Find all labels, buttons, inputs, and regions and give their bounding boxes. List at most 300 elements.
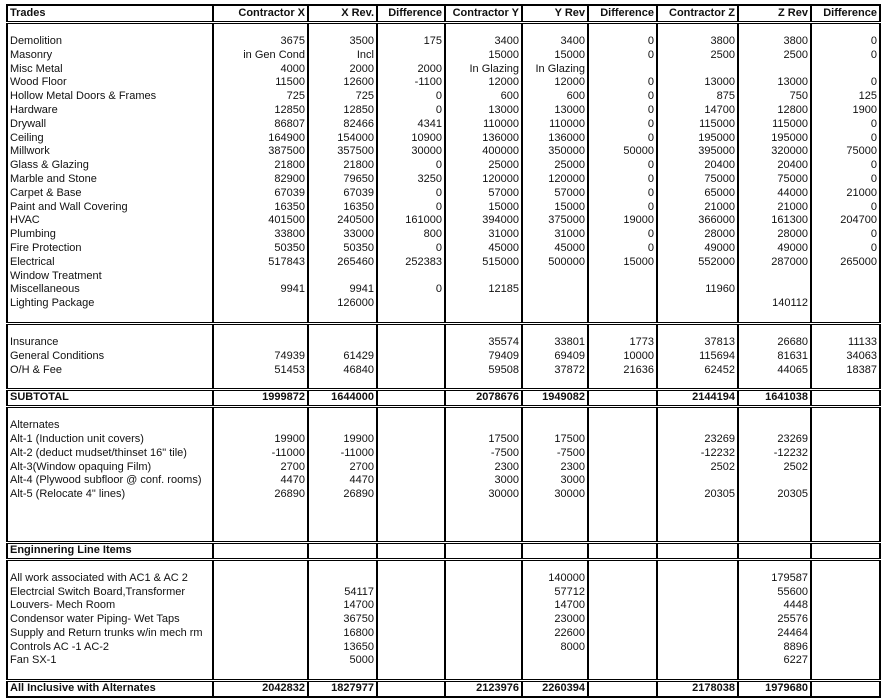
z-rev-cell[interactable] (738, 419, 811, 433)
y-difference-cell[interactable]: 0 (588, 118, 657, 132)
y-difference-cell[interactable]: 21636 (588, 364, 657, 378)
contractor-y-cell[interactable]: In Glazing (445, 63, 522, 77)
contractor-z-cell[interactable]: 21000 (657, 201, 738, 215)
z-difference-cell[interactable] (811, 681, 880, 697)
x-difference-cell[interactable] (377, 419, 445, 433)
trade-cell[interactable]: Alternates (7, 419, 213, 433)
y-rev-cell[interactable]: 31000 (522, 228, 588, 242)
contractor-x-cell[interactable]: 19900 (213, 433, 308, 447)
x-difference-cell[interactable]: 10900 (377, 132, 445, 146)
x-difference-cell[interactable]: 0 (377, 104, 445, 118)
z-difference-cell[interactable]: 0 (811, 49, 880, 63)
contractor-y-cell[interactable] (445, 627, 522, 641)
y-rev-cell[interactable]: 37872 (522, 364, 588, 378)
x-difference-cell[interactable] (377, 627, 445, 641)
y-rev-cell[interactable]: 57712 (522, 586, 588, 600)
x-difference-cell[interactable] (377, 654, 445, 668)
x-difference-cell[interactable] (377, 542, 445, 559)
y-difference-cell[interactable] (588, 542, 657, 559)
x-rev-cell[interactable]: 82466 (308, 118, 377, 132)
z-rev-cell[interactable] (738, 542, 811, 559)
y-difference-cell[interactable]: 1773 (588, 336, 657, 350)
contractor-x-cell[interactable]: in Gen Cond (213, 49, 308, 63)
z-difference-cell[interactable]: 125 (811, 90, 880, 104)
contractor-y-cell[interactable] (445, 641, 522, 655)
column-header-trade[interactable]: Trades (7, 5, 213, 23)
z-difference-cell[interactable] (811, 474, 880, 488)
contractor-y-cell[interactable]: 136000 (445, 132, 522, 146)
trade-cell[interactable]: Controls AC -1 AC-2 (7, 641, 213, 655)
y-rev-cell[interactable] (522, 270, 588, 284)
y-rev-cell[interactable]: 30000 (522, 488, 588, 502)
trade-cell[interactable]: Fire Protection (7, 242, 213, 256)
trade-cell[interactable]: Masonry (7, 49, 213, 63)
contractor-y-cell[interactable]: 400000 (445, 145, 522, 159)
trade-cell[interactable]: Alt-1 (Induction unit covers) (7, 433, 213, 447)
y-difference-cell[interactable] (588, 433, 657, 447)
contractor-z-cell[interactable] (657, 586, 738, 600)
column-header-z-difference[interactable]: Difference (811, 5, 880, 23)
y-difference-cell[interactable]: 0 (588, 90, 657, 104)
contractor-x-cell[interactable] (213, 654, 308, 668)
z-rev-cell[interactable]: 287000 (738, 256, 811, 270)
contractor-x-cell[interactable] (213, 572, 308, 586)
z-rev-cell[interactable]: 44000 (738, 187, 811, 201)
contractor-z-cell[interactable]: 65000 (657, 187, 738, 201)
contractor-x-cell[interactable]: 74939 (213, 350, 308, 364)
contractor-y-cell[interactable]: 515000 (445, 256, 522, 270)
column-header-contractor-x[interactable]: Contractor X (213, 5, 308, 23)
contractor-x-cell[interactable]: 164900 (213, 132, 308, 146)
contractor-x-cell[interactable] (213, 627, 308, 641)
z-difference-cell[interactable]: 11133 (811, 336, 880, 350)
y-difference-cell[interactable]: 0 (588, 76, 657, 90)
y-rev-cell[interactable]: 3000 (522, 474, 588, 488)
contractor-x-cell[interactable]: 9941 (213, 283, 308, 297)
contractor-y-cell[interactable]: 120000 (445, 173, 522, 187)
y-rev-cell[interactable]: 3400 (522, 35, 588, 49)
contractor-x-cell[interactable]: 11500 (213, 76, 308, 90)
x-difference-cell[interactable]: 175 (377, 35, 445, 49)
z-rev-cell[interactable] (738, 63, 811, 77)
z-difference-cell[interactable]: 0 (811, 242, 880, 256)
contractor-x-cell[interactable]: 4470 (213, 474, 308, 488)
y-difference-cell[interactable] (588, 488, 657, 502)
z-difference-cell[interactable] (811, 461, 880, 475)
y-difference-cell[interactable] (588, 447, 657, 461)
contractor-y-cell[interactable]: 30000 (445, 488, 522, 502)
x-rev-cell[interactable] (308, 572, 377, 586)
contractor-x-cell[interactable]: 50350 (213, 242, 308, 256)
column-header-x-rev[interactable]: X Rev. (308, 5, 377, 23)
contractor-x-cell[interactable] (213, 270, 308, 284)
contractor-z-cell[interactable] (657, 270, 738, 284)
y-difference-cell[interactable] (588, 572, 657, 586)
contractor-x-cell[interactable]: 21800 (213, 159, 308, 173)
x-difference-cell[interactable]: 0 (377, 283, 445, 297)
y-rev-cell[interactable] (522, 654, 588, 668)
y-difference-cell[interactable]: 50000 (588, 145, 657, 159)
column-header-x-difference[interactable]: Difference (377, 5, 445, 23)
x-rev-cell[interactable]: 12850 (308, 104, 377, 118)
z-difference-cell[interactable] (811, 283, 880, 297)
x-rev-cell[interactable]: 16350 (308, 201, 377, 215)
x-difference-cell[interactable]: 0 (377, 242, 445, 256)
y-rev-cell[interactable] (522, 283, 588, 297)
contractor-y-cell[interactable]: 2123976 (445, 681, 522, 697)
z-difference-cell[interactable] (811, 488, 880, 502)
x-rev-cell[interactable]: 50350 (308, 242, 377, 256)
contractor-y-cell[interactable] (445, 599, 522, 613)
contractor-y-cell[interactable]: 600 (445, 90, 522, 104)
trade-cell[interactable]: Electrical (7, 256, 213, 270)
contractor-y-cell[interactable] (445, 572, 522, 586)
column-header-y-rev[interactable]: Y Rev (522, 5, 588, 23)
z-rev-cell[interactable]: 320000 (738, 145, 811, 159)
z-rev-cell[interactable]: 12800 (738, 104, 811, 118)
y-difference-cell[interactable] (588, 654, 657, 668)
contractor-y-cell[interactable]: 45000 (445, 242, 522, 256)
contractor-z-cell[interactable]: 2144194 (657, 390, 738, 407)
z-difference-cell[interactable]: 0 (811, 228, 880, 242)
y-rev-cell[interactable] (522, 542, 588, 559)
z-rev-cell[interactable] (738, 270, 811, 284)
trade-cell[interactable]: Carpet & Base (7, 187, 213, 201)
y-rev-cell[interactable]: In Glazing (522, 63, 588, 77)
y-rev-cell[interactable]: 13000 (522, 104, 588, 118)
x-rev-cell[interactable]: Incl (308, 49, 377, 63)
x-difference-cell[interactable]: 0 (377, 187, 445, 201)
z-difference-cell[interactable]: 0 (811, 132, 880, 146)
contractor-z-cell[interactable]: 2178038 (657, 681, 738, 697)
contractor-y-cell[interactable]: 110000 (445, 118, 522, 132)
contractor-z-cell[interactable]: 115694 (657, 350, 738, 364)
x-rev-cell[interactable]: 36750 (308, 613, 377, 627)
contractor-x-cell[interactable] (213, 542, 308, 559)
contractor-x-cell[interactable]: 67039 (213, 187, 308, 201)
z-difference-cell[interactable] (811, 390, 880, 407)
x-difference-cell[interactable] (377, 390, 445, 407)
contractor-x-cell[interactable] (213, 297, 308, 311)
y-difference-cell[interactable]: 0 (588, 173, 657, 187)
contractor-y-cell[interactable]: 15000 (445, 201, 522, 215)
z-rev-cell[interactable]: 20305 (738, 488, 811, 502)
z-rev-cell[interactable]: 3800 (738, 35, 811, 49)
x-difference-cell[interactable]: -1100 (377, 76, 445, 90)
contractor-x-cell[interactable]: 51453 (213, 364, 308, 378)
x-difference-cell[interactable]: 0 (377, 159, 445, 173)
z-rev-cell[interactable]: 2500 (738, 49, 811, 63)
contractor-x-cell[interactable]: 387500 (213, 145, 308, 159)
z-difference-cell[interactable] (811, 613, 880, 627)
contractor-z-cell[interactable] (657, 572, 738, 586)
x-rev-cell[interactable]: 54117 (308, 586, 377, 600)
contractor-z-cell[interactable]: 552000 (657, 256, 738, 270)
column-header-y-difference[interactable]: Difference (588, 5, 657, 23)
z-difference-cell[interactable] (811, 599, 880, 613)
contractor-x-cell[interactable]: 16350 (213, 201, 308, 215)
x-difference-cell[interactable]: 30000 (377, 145, 445, 159)
column-header-z-rev[interactable]: Z Rev (738, 5, 811, 23)
contractor-x-cell[interactable]: 33800 (213, 228, 308, 242)
z-difference-cell[interactable]: 0 (811, 76, 880, 90)
z-difference-cell[interactable] (811, 297, 880, 311)
trade-cell[interactable]: Lighting Package (7, 297, 213, 311)
z-rev-cell[interactable]: 20400 (738, 159, 811, 173)
z-difference-cell[interactable] (811, 419, 880, 433)
z-difference-cell[interactable]: 0 (811, 173, 880, 187)
z-rev-cell[interactable]: 26680 (738, 336, 811, 350)
y-difference-cell[interactable]: 0 (588, 104, 657, 118)
x-difference-cell[interactable] (377, 586, 445, 600)
contractor-y-cell[interactable]: 394000 (445, 214, 522, 228)
x-difference-cell[interactable] (377, 474, 445, 488)
contractor-x-cell[interactable]: -11000 (213, 447, 308, 461)
x-difference-cell[interactable] (377, 641, 445, 655)
trade-cell[interactable]: Alt-3(Window opaquing Film) (7, 461, 213, 475)
x-difference-cell[interactable]: 2000 (377, 63, 445, 77)
z-difference-cell[interactable] (811, 627, 880, 641)
contractor-z-cell[interactable]: 37813 (657, 336, 738, 350)
x-difference-cell[interactable] (377, 613, 445, 627)
contractor-y-cell[interactable]: 79409 (445, 350, 522, 364)
z-rev-cell[interactable]: 1979680 (738, 681, 811, 697)
x-rev-cell[interactable] (308, 542, 377, 559)
x-rev-cell[interactable]: -11000 (308, 447, 377, 461)
y-rev-cell[interactable]: 500000 (522, 256, 588, 270)
y-difference-cell[interactable] (588, 63, 657, 77)
contractor-y-cell[interactable] (445, 613, 522, 627)
x-difference-cell[interactable] (377, 49, 445, 63)
z-difference-cell[interactable]: 265000 (811, 256, 880, 270)
z-rev-cell[interactable]: 49000 (738, 242, 811, 256)
column-header-contractor-z[interactable]: Contractor Z (657, 5, 738, 23)
z-difference-cell[interactable] (811, 572, 880, 586)
z-difference-cell[interactable] (811, 63, 880, 77)
x-rev-cell[interactable]: 725 (308, 90, 377, 104)
contractor-x-cell[interactable] (213, 599, 308, 613)
y-rev-cell[interactable]: 375000 (522, 214, 588, 228)
y-rev-cell[interactable] (522, 419, 588, 433)
y-rev-cell[interactable]: 15000 (522, 201, 588, 215)
x-difference-cell[interactable] (377, 488, 445, 502)
trade-cell[interactable]: Miscellaneous (7, 283, 213, 297)
contractor-y-cell[interactable]: 15000 (445, 49, 522, 63)
x-difference-cell[interactable] (377, 433, 445, 447)
contractor-z-cell[interactable]: 2502 (657, 461, 738, 475)
x-difference-cell[interactable] (377, 364, 445, 378)
contractor-z-cell[interactable]: 13000 (657, 76, 738, 90)
z-difference-cell[interactable]: 0 (811, 35, 880, 49)
z-rev-cell[interactable]: 28000 (738, 228, 811, 242)
x-rev-cell[interactable]: 61429 (308, 350, 377, 364)
trade-cell[interactable]: Plumbing (7, 228, 213, 242)
z-rev-cell[interactable] (738, 283, 811, 297)
contractor-z-cell[interactable]: 195000 (657, 132, 738, 146)
x-rev-cell[interactable]: 13650 (308, 641, 377, 655)
y-rev-cell[interactable]: 350000 (522, 145, 588, 159)
trade-cell[interactable]: Hollow Metal Doors & Frames (7, 90, 213, 104)
z-difference-cell[interactable]: 204700 (811, 214, 880, 228)
y-rev-cell[interactable]: 45000 (522, 242, 588, 256)
x-rev-cell[interactable]: 4470 (308, 474, 377, 488)
contractor-z-cell[interactable]: 14700 (657, 104, 738, 118)
z-rev-cell[interactable]: 13000 (738, 76, 811, 90)
y-rev-cell[interactable]: 23000 (522, 613, 588, 627)
contractor-y-cell[interactable]: 2300 (445, 461, 522, 475)
trade-cell[interactable]: Demolition (7, 35, 213, 49)
y-difference-cell[interactable] (588, 461, 657, 475)
trade-cell[interactable]: Alt-2 (deduct mudset/thinset 16" tile) (7, 447, 213, 461)
trade-cell[interactable]: Window Treatment (7, 270, 213, 284)
contractor-z-cell[interactable]: 2500 (657, 49, 738, 63)
contractor-x-cell[interactable] (213, 419, 308, 433)
z-rev-cell[interactable]: 2502 (738, 461, 811, 475)
x-difference-cell[interactable]: 800 (377, 228, 445, 242)
contractor-y-cell[interactable]: 35574 (445, 336, 522, 350)
column-header-contractor-y[interactable]: Contractor Y (445, 5, 522, 23)
trade-cell[interactable]: Drywall (7, 118, 213, 132)
trade-cell[interactable]: HVAC (7, 214, 213, 228)
contractor-x-cell[interactable]: 401500 (213, 214, 308, 228)
z-difference-cell[interactable]: 18387 (811, 364, 880, 378)
contractor-y-cell[interactable]: 25000 (445, 159, 522, 173)
x-rev-cell[interactable]: 5000 (308, 654, 377, 668)
y-rev-cell[interactable] (522, 297, 588, 311)
trade-cell[interactable]: Misc Metal (7, 63, 213, 77)
contractor-z-cell[interactable] (657, 654, 738, 668)
x-rev-cell[interactable]: 16800 (308, 627, 377, 641)
y-rev-cell[interactable]: 140000 (522, 572, 588, 586)
x-difference-cell[interactable]: 4341 (377, 118, 445, 132)
z-difference-cell[interactable]: 0 (811, 201, 880, 215)
y-rev-cell[interactable]: 110000 (522, 118, 588, 132)
x-rev-cell[interactable]: 79650 (308, 173, 377, 187)
x-difference-cell[interactable] (377, 350, 445, 364)
trade-cell[interactable]: Wood Floor (7, 76, 213, 90)
contractor-z-cell[interactable]: 49000 (657, 242, 738, 256)
contractor-x-cell[interactable] (213, 613, 308, 627)
trade-cell[interactable]: O/H & Fee (7, 364, 213, 378)
trade-cell[interactable]: Electrcial Switch Board,Transformer (7, 586, 213, 600)
contractor-z-cell[interactable] (657, 474, 738, 488)
x-rev-cell[interactable]: 2000 (308, 63, 377, 77)
x-rev-cell[interactable]: 12600 (308, 76, 377, 90)
contractor-z-cell[interactable] (657, 627, 738, 641)
contractor-z-cell[interactable]: 366000 (657, 214, 738, 228)
contractor-z-cell[interactable]: 28000 (657, 228, 738, 242)
contractor-y-cell[interactable]: 17500 (445, 433, 522, 447)
trade-cell[interactable]: Fan SX-1 (7, 654, 213, 668)
x-difference-cell[interactable] (377, 297, 445, 311)
y-difference-cell[interactable]: 0 (588, 49, 657, 63)
z-rev-cell[interactable] (738, 474, 811, 488)
y-difference-cell[interactable] (588, 419, 657, 433)
y-rev-cell[interactable]: 57000 (522, 187, 588, 201)
z-difference-cell[interactable]: 75000 (811, 145, 880, 159)
trade-cell[interactable]: Condensor water Piping- Wet Taps (7, 613, 213, 627)
contractor-z-cell[interactable]: 62452 (657, 364, 738, 378)
contractor-z-cell[interactable]: 23269 (657, 433, 738, 447)
z-rev-cell[interactable]: 115000 (738, 118, 811, 132)
x-difference-cell[interactable] (377, 681, 445, 697)
x-rev-cell[interactable]: 1644000 (308, 390, 377, 407)
y-rev-cell[interactable]: 33801 (522, 336, 588, 350)
z-difference-cell[interactable] (811, 654, 880, 668)
contractor-z-cell[interactable]: 875 (657, 90, 738, 104)
trade-cell[interactable]: Alt-4 (Plywood subfloor @ conf. rooms) (7, 474, 213, 488)
contractor-z-cell[interactable] (657, 297, 738, 311)
contractor-z-cell[interactable] (657, 613, 738, 627)
y-rev-cell[interactable]: 2260394 (522, 681, 588, 697)
x-difference-cell[interactable] (377, 270, 445, 284)
y-rev-cell[interactable]: 2300 (522, 461, 588, 475)
y-rev-cell[interactable]: 600 (522, 90, 588, 104)
z-difference-cell[interactable] (811, 270, 880, 284)
y-difference-cell[interactable] (588, 297, 657, 311)
contractor-z-cell[interactable]: 115000 (657, 118, 738, 132)
trade-cell[interactable]: General Conditions (7, 350, 213, 364)
y-rev-cell[interactable]: 136000 (522, 132, 588, 146)
contractor-x-cell[interactable]: 86807 (213, 118, 308, 132)
z-rev-cell[interactable]: 179587 (738, 572, 811, 586)
z-rev-cell[interactable]: 23269 (738, 433, 811, 447)
x-rev-cell[interactable]: 357500 (308, 145, 377, 159)
trade-cell[interactable]: Marble and Stone (7, 173, 213, 187)
y-rev-cell[interactable]: 120000 (522, 173, 588, 187)
trade-cell[interactable]: Millwork (7, 145, 213, 159)
trade-cell[interactable]: Supply and Return trunks w/in mech rm (7, 627, 213, 641)
x-rev-cell[interactable]: 14700 (308, 599, 377, 613)
contractor-y-cell[interactable]: 12185 (445, 283, 522, 297)
y-rev-cell[interactable]: 14700 (522, 599, 588, 613)
trade-cell[interactable]: Louvers- Mech Room (7, 599, 213, 613)
x-rev-cell[interactable]: 265460 (308, 256, 377, 270)
y-difference-cell[interactable]: 0 (588, 228, 657, 242)
contractor-z-cell[interactable] (657, 641, 738, 655)
y-difference-cell[interactable] (588, 599, 657, 613)
x-rev-cell[interactable] (308, 270, 377, 284)
y-difference-cell[interactable]: 0 (588, 201, 657, 215)
contractor-x-cell[interactable] (213, 336, 308, 350)
contractor-y-cell[interactable]: 3000 (445, 474, 522, 488)
z-difference-cell[interactable]: 0 (811, 118, 880, 132)
trade-cell[interactable]: Paint and Wall Covering (7, 201, 213, 215)
y-rev-cell[interactable]: 1949082 (522, 390, 588, 407)
y-difference-cell[interactable] (588, 474, 657, 488)
z-rev-cell[interactable]: 1641038 (738, 390, 811, 407)
trade-cell[interactable]: All Inclusive with Alternates (7, 681, 213, 697)
z-rev-cell[interactable]: 25576 (738, 613, 811, 627)
y-rev-cell[interactable]: 12000 (522, 76, 588, 90)
z-rev-cell[interactable]: -12232 (738, 447, 811, 461)
contractor-z-cell[interactable] (657, 419, 738, 433)
trade-cell[interactable]: Hardware (7, 104, 213, 118)
x-rev-cell[interactable]: 1827977 (308, 681, 377, 697)
z-difference-cell[interactable] (811, 586, 880, 600)
contractor-z-cell[interactable]: 75000 (657, 173, 738, 187)
y-difference-cell[interactable]: 0 (588, 132, 657, 146)
z-rev-cell[interactable]: 6227 (738, 654, 811, 668)
contractor-x-cell[interactable]: 12850 (213, 104, 308, 118)
z-rev-cell[interactable]: 195000 (738, 132, 811, 146)
x-difference-cell[interactable] (377, 447, 445, 461)
y-difference-cell[interactable]: 0 (588, 159, 657, 173)
y-difference-cell[interactable] (588, 681, 657, 697)
z-rev-cell[interactable]: 75000 (738, 173, 811, 187)
y-difference-cell[interactable]: 19000 (588, 214, 657, 228)
z-difference-cell[interactable] (811, 542, 880, 559)
